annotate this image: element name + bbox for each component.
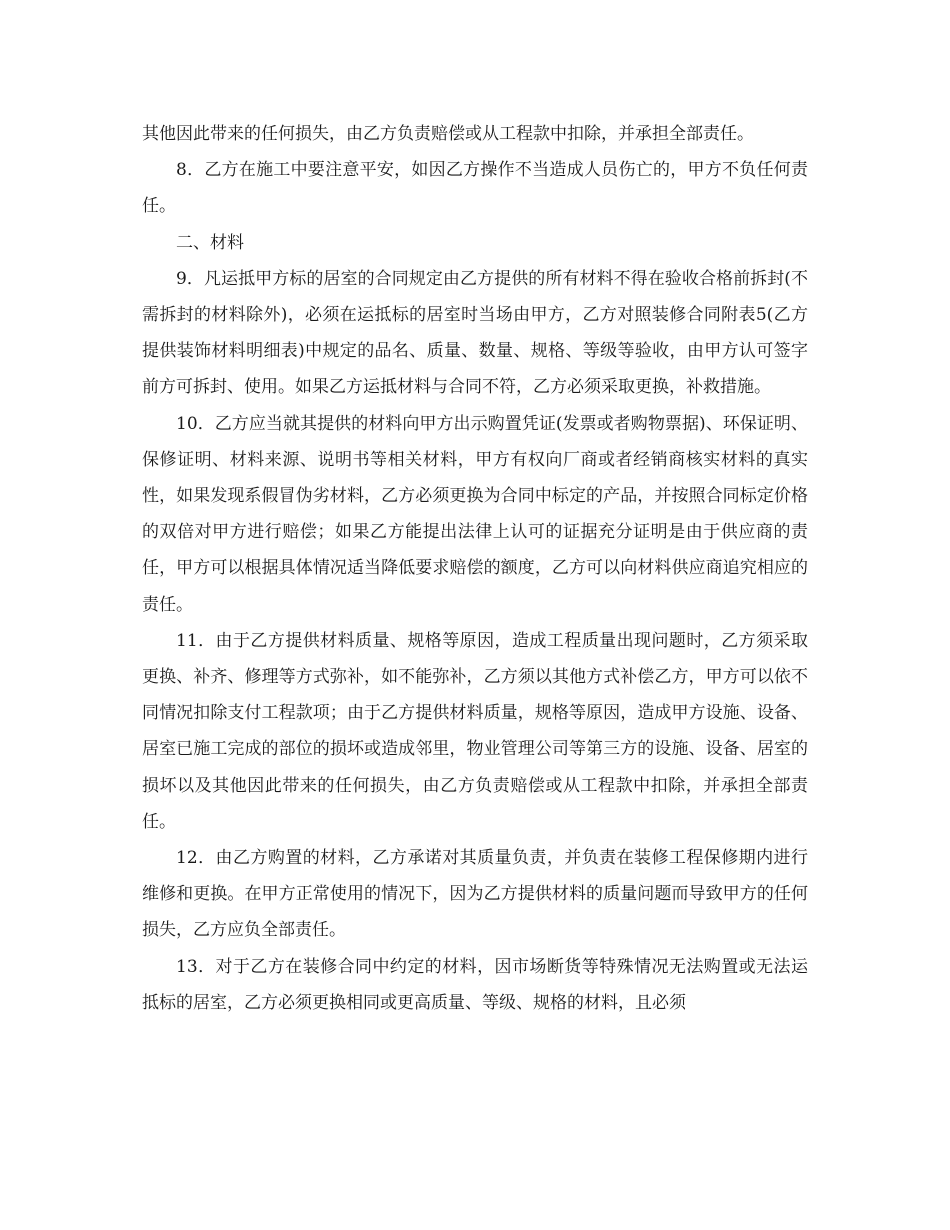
section-heading-materials: 二、材料 bbox=[176, 232, 244, 253]
paragraph-clause-13: 13．对于乙方在装修合同中约定的材料，因市场断货等特殊情况无法购置或无法运抵标的居室，乙方必须更换相同或更高质量、等级、规格的材料，且必须 bbox=[142, 956, 808, 1013]
paragraph-continued: 其他因此带来的任何损失，由乙方负责赔偿或从工程款中扣除，并承担全部责任。 bbox=[142, 124, 754, 144]
document-body bbox=[142, 116, 808, 1021]
paragraph-clause-12: 12．由乙方购置的材料，乙方承诺对其质量负责，并负责在装修工程保修期内进行维修和更换。在甲方正常使用的情况下，因为乙方提供材料的质量问题而导致甲方的任何损失，乙方应负全部责任。 bbox=[142, 848, 808, 941]
paragraph-clause-9: 9．凡运抵甲方标的居室的合同规定由乙方提供的所有材料不得在验收合格前拆封(不需拆封的材料除外)，必须在运抵标的居室时当场由甲方，乙方对照装修合同附表5(乙方提供装饰材料明细表)中规定的品名、质量、数量、规格、等级等验收，由甲方认可签字前方可拆封、使用。如果乙方运抵材料与合同不符，乙方必须采取更换，补救措施。 bbox=[142, 268, 808, 398]
paragraph-clause-11: 11．由于乙方提供材料质量、规格等原因，造成工程质量出现问题时，乙方须采取更换、补齐、修理等方式弥补，如不能弥补，乙方须以其他方式补偿乙方，甲方可以依不同情况扣除支付工程款项；由于乙方提供材料质量，规格等原因，造成甲方设施、设备、居室已施工完成的部位的损坏或造成邻里，物业管理公司等第三方的设施、设备、居室的损坏以及其他因此带来的任何损失，由乙方负责赔偿或从工程款中扣除，并承担全部责任。 bbox=[142, 630, 808, 832]
paragraph-clause-10: 10．乙方应当就其提供的材料向甲方出示购置凭证(发票或者购物票据)、环保证明、保修证明、材料来源、说明书等相关材料，甲方有权向厂商或者经销商核实材料的真实性，如果发现系假冒伪劣材料，乙方必须更换为合同中标定的产品，并按照合同标定价格的双倍对甲方进行赔偿；如果乙方能提出法律上认可的证据充分证明是由于供应商的责任，甲方可以根据具体情况适当降低要求赔偿的额度，乙方可以向材料供应商追究相应的责任。 bbox=[142, 413, 808, 615]
paragraph-clause-8: 8．乙方在施工中要注意平安，如因乙方操作不当造成人员伤亡的，甲方不负任何责任。 bbox=[142, 160, 808, 217]
